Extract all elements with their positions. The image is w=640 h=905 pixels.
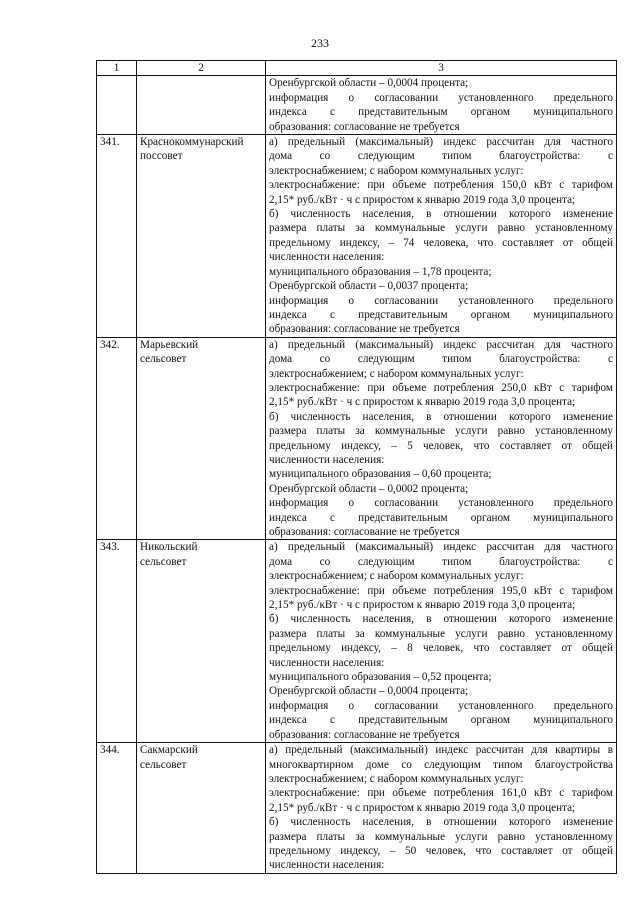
text-line: дома со следующим типом благоустройства: с (269, 555, 613, 568)
municipality-name (137, 135, 266, 338)
column-header-3: 3 (266, 61, 617, 76)
text-line: Оренбургской области – 0,0002 процента; (269, 482, 469, 495)
table-row (97, 743, 617, 874)
text-line: размера платы за коммунальные услуги равно установленному (269, 830, 613, 843)
text-line: 2,15* руб./кВт · ч с приростом к январю 2019 года 3,0 процента; (269, 599, 576, 612)
text-line: электроснабжением; с набором коммунальных услуг: (269, 164, 524, 177)
text-line: численности населения: (269, 656, 385, 669)
page-number: 233 (311, 36, 329, 50)
index-description (266, 540, 617, 743)
municipality-name-line: сельсовет (140, 555, 187, 568)
text-line: муниципального образования – 0,60 процента; (269, 468, 492, 481)
text-line: электроснабжение: при объеме потребления 195,0 кВт с тарифом (269, 584, 613, 597)
text-line: б) численность населения, в отношении которого изменение (269, 816, 613, 829)
text-line: дома со следующим типом благоустройства: с (269, 353, 613, 366)
text-line: предельному индексу, – 8 человек, что составляет от общей (269, 642, 613, 655)
text-line: предельному индексу, – 50 человек, что составляет от общей (269, 844, 613, 857)
row-number: 342. (97, 337, 137, 540)
text-line: электроснабжением; с набором коммунальных услуг: (269, 367, 524, 380)
text-line: Оренбургской области – 0,0004 процента; (269, 77, 469, 90)
continuation-num-cell (97, 76, 137, 135)
text-line: индекса с представительным органом муниципального (269, 106, 613, 119)
text-line: индекса с представительным органом муниципального (269, 308, 613, 321)
text-line: численности населения: (269, 453, 385, 466)
text-line: б) численность населения, в отношении которого изменение (269, 208, 613, 221)
text-line: б) численность населения, в отношении которого изменение (269, 410, 613, 423)
text-line: а) предельный (максимальный) индекс рассчитан для частного (269, 541, 613, 554)
municipality-name-line: сельсовет (140, 353, 187, 366)
column-header-1: 1 (97, 61, 137, 76)
municipality-name-line: сельсовет (140, 758, 187, 771)
text-line: 2,15* руб./кВт · ч с приростом к январю 2019 года 3,0 процента; (269, 193, 576, 206)
text-line: а) предельный (максимальный) индекс рассчитан для частного (269, 338, 613, 351)
row-number: 341. (97, 135, 137, 338)
tariff-index-table (96, 60, 617, 874)
table-header-row (97, 61, 617, 76)
table-row (97, 540, 617, 743)
continuation-text-cell (266, 76, 617, 135)
text-line: электроснабжение: при объеме потребления 250,0 кВт с тарифом (269, 381, 613, 394)
text-line: численности населения: (269, 251, 385, 264)
row-number: 343. (97, 540, 137, 743)
continuation-row (97, 76, 617, 135)
text-line: образования: согласование не требуется (269, 323, 460, 336)
municipality-name-line: поссовет (140, 150, 183, 163)
index-description (266, 337, 617, 540)
text-line: информация о согласовании установленного предельного (269, 294, 613, 307)
text-line: а) предельный (максимальный) индекс рассчитан для квартиры в (269, 744, 613, 757)
municipality-name-line: Марьевский (140, 338, 199, 351)
text-line: Оренбургской области – 0,0037 процента; (269, 280, 469, 293)
text-line: размера платы за коммунальные услуги равно установленному (269, 222, 613, 235)
table-row (97, 135, 617, 338)
text-line: 2,15* руб./кВт · ч с приростом к январю 2019 года 3,0 процента; (269, 801, 576, 814)
index-description (266, 135, 617, 338)
text-line: муниципального образования – 0,52 процента; (269, 671, 492, 684)
text-line: размера платы за коммунальные услуги равно установленному (269, 425, 613, 438)
index-description (266, 743, 617, 874)
municipality-name (137, 540, 266, 743)
row-number: 344. (97, 743, 137, 874)
text-line: электроснабжением; с набором коммунальных услуг: (269, 570, 524, 583)
text-line: б) численность населения, в отношении которого изменение (269, 613, 613, 626)
text-line: 2,15* руб./кВт · ч с приростом к январю 2019 года 3,0 процента; (269, 396, 576, 409)
text-line: образования: согласование не требуется (269, 728, 460, 741)
text-line: информация о согласовании установленного предельного (269, 699, 613, 712)
text-line: образования: согласование не требуется (269, 526, 460, 538)
municipality-name-line: Краснокоммунарский (140, 136, 244, 149)
text-line: электроснабжением; с набором коммунальных услуг: (269, 772, 524, 785)
municipality-name (137, 337, 266, 540)
text-line: численности населения: (269, 859, 385, 872)
text-line: индекса с представительным органом муниципального (269, 511, 613, 524)
text-line: образования: согласование не требуется (269, 120, 460, 133)
text-line: электроснабжение: при объеме потребления 161,0 кВт с тарифом (269, 787, 613, 800)
text-line: индекса с представительным органом муниципального (269, 714, 613, 727)
text-line: а) предельный (максимальный) индекс рассчитан для частного (269, 136, 613, 149)
text-line: дома со следующим типом благоустройства: с (269, 150, 613, 163)
table-row (97, 337, 617, 540)
municipality-name-line: Сакмарский (140, 744, 198, 757)
text-line: размера платы за коммунальные услуги равно установленному (269, 627, 613, 640)
text-line: муниципального образования – 1,78 процента; (269, 265, 492, 278)
column-header-2: 2 (137, 61, 266, 76)
text-line: многоквартирном доме со следующим типом благоустройства (269, 758, 613, 771)
text-line: информация о согласовании установленного предельного (269, 497, 613, 510)
text-line: электроснабжение: при объеме потребления 150,0 кВт с тарифом (269, 179, 613, 192)
text-line: предельному индексу, – 5 человек, что составляет от общей (269, 439, 613, 452)
municipality-name-line: Никольский (140, 541, 198, 554)
text-line: информация о согласовании установленного предельного (269, 91, 613, 104)
municipality-name (137, 743, 266, 874)
continuation-name-cell (137, 76, 266, 135)
text-line: предельному индексу, – 74 человека, что составляет от общей (269, 236, 613, 249)
text-line: Оренбургской области – 0,0004 процента; (269, 685, 469, 698)
